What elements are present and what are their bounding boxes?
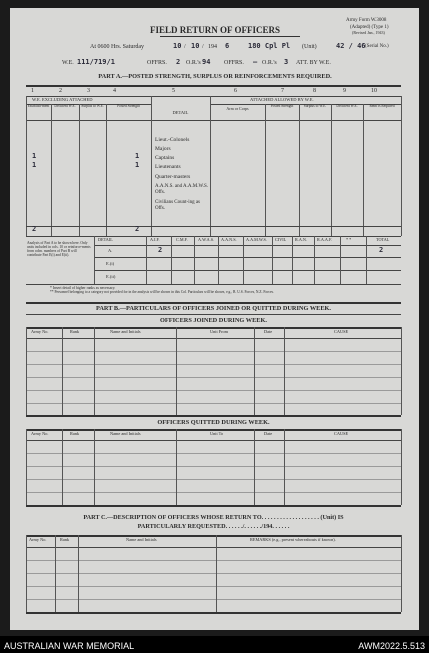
col-number: 7 — [281, 88, 284, 94]
att-label: ATT. BY W.E. — [296, 60, 331, 66]
date-day: 10 — [173, 42, 182, 50]
offrs-label-2: OFFRS. — [224, 60, 244, 66]
col-number: 8 — [313, 88, 316, 94]
we-excluding-label: W.E. EXCLUDING ATTACHED — [32, 97, 93, 102]
form-sheet: FIELD RETURN OF OFFICERS Army Form W.3008 (Adapted) (Type 1) (Revised Jan., 1943) At 0600 Hrs. Saturday 10 / 10 / 194 6 180 Cpl Pl (Unit) 42 / 46 (Serial No.) W.E. 111/719/1 OFFRS. 2 O.R.'s 94 OFFRS. – O.R.'s 3 ATT. BY W.E. PART A.—POSTED STRENGTH, SURPLUS OR REINFORCEMENTS REQUIRED. 1 2 3 4 5 6 7 8 9 10 W.E. EXCLUDING ATTACHED ATTACHED ALLOWED BY W.E. Establish-ment Deficient W.E. Surplus to W.E. Posted Strength DETAIL Arm or Corps Posted Strength Surplus to W.E. Deficient W.E. Reinf'ts Required Lieut.-Colonels Majors Captains Lieutenants Quarter-masters A.A.N.S. and A.A.M.W.S. Offs. Civilians Count-ing as Offs. 1 1 1 1 2 2 Analysis of Part A to be shown here. Only units included in cols. 10 or reinforce-ments from colm. numbers of Part B will contribute Part E(i) and E(ii). DETAIL A.I.F. C.M.F. A.W.A.S. A.A.N.S. A.A.M.W.S. CIVIL R.A.N. R.A.A.F. * * TOTAL A. 2 2 E.(i) E.(ii) * Insert detail of higher ranks as necessary. ** Personnel belonging to a category not provided for in the analysis will be shown in this Col. Particulars will be shown, e.g., B. U.S. Forces, N.Z. Forces. PART B.—PARTICULARS OF OFFICERS JOINED OR QUITTED DURING WEEK. OFFICERS JOINED DURING WEEK. Army No. Rank Name and Initials Unit From Date CAUSE OFFICERS QUITTED DURING WEEK. Army No. Rank Name and Initials Unit To Date CAUSE PART C.—DESCRIPTION OF OFFICERS WHOSE RETURN TO. . . . . . . . . . . . . . . . . . . (Unit) IS PARTICULARLY REQUESTED. . . . . ./. . . . . ./194. . . . . . Army No. Rank Name and Initials REMARKS (e.g., present whereabouts if known). — [10, 8, 419, 630]
footer-accession-number: AWM2022.5.513 — [358, 641, 425, 651]
offrs-value-2: – — [253, 58, 258, 66]
analysis-head: A.I.F. — [150, 237, 160, 242]
analysis-head: TOTAL — [376, 237, 390, 242]
col-number: 1 — [31, 88, 34, 94]
part-a-heading: PART A.—POSTED STRENGTH, SURPLUS OR REINFORCEMENTS REQUIRED. — [98, 73, 332, 80]
rank-label: Civilians Count-ing as Offs. — [155, 200, 200, 211]
col-number: 2 — [59, 88, 62, 94]
quitted-col-head: Rank — [70, 431, 80, 436]
joined-col-head: Name and Initials — [110, 329, 141, 334]
revised-label: (Revised Jan., 1943) — [352, 30, 385, 35]
unit-value: 180 Cpl Pl — [248, 42, 291, 50]
analysis-head: A.A.M.W.S. — [246, 237, 267, 242]
analysis-note: Analysis of Part A to be shown here. Only units included in cols. 10 or reinforce-ments from colm. numbers of Part B will contribute Part E(i) and E(ii). — [27, 241, 91, 258]
analysis-row-label: A. — [108, 248, 113, 253]
analysis-head: C.M.F. — [176, 237, 188, 242]
att-value: 3 — [284, 58, 289, 66]
analysis-total-value: 2 — [379, 246, 384, 254]
col-number: 3 — [87, 88, 90, 94]
part-c-line1: PART C.—DESCRIPTION OF OFFICERS WHOSE RETURN TO. . . . . . . . . . . . . . . . . . . (Unit) IS — [83, 514, 344, 521]
quitted-col-head: Unit To — [210, 431, 224, 436]
joined-col-head: Rank — [70, 329, 80, 334]
joined-col-head: CAUSE — [334, 329, 349, 334]
ors-label-2: O.R.'s — [262, 60, 277, 66]
joined-heading: OFFICERS JOINED DURING WEEK. — [160, 317, 267, 324]
unit-label: (Unit) — [302, 44, 317, 50]
quitted-col-head: Name and Initials — [110, 431, 141, 436]
at-hours-text: At 0600 Hrs. Saturday — [90, 44, 144, 50]
col-head: Posted Strength — [270, 104, 294, 108]
title-underline — [160, 36, 300, 37]
total-col4: 2 — [135, 225, 140, 233]
part-c-line2: PARTICULARLY REQUESTED. . . . . ./. . . . . ./194. . . . . . — [137, 523, 290, 530]
part-b-heading: PART B.—PARTICULARS OF OFFICERS JOINED OR QUITTED DURING WEEK. — [95, 305, 332, 312]
serial-value: 42 / 46 — [336, 42, 366, 50]
col-number: 5 — [172, 88, 175, 94]
offrs-label: OFFRS. — [147, 60, 167, 66]
attached-label: ATTACHED ALLOWED BY W.E. — [250, 97, 314, 102]
col-head: DETAIL — [172, 110, 189, 115]
aif-value: 2 — [158, 246, 163, 254]
col4-lieutenants: 1 — [135, 161, 140, 169]
offrs-value: 2 — [176, 58, 181, 66]
we-value: 111/719/1 — [77, 58, 115, 66]
analysis-head: A.W.A.S. — [198, 237, 215, 242]
date-month: 10 — [191, 42, 200, 50]
year-digit: 6 — [225, 42, 230, 50]
rank-label: Majors — [155, 146, 171, 152]
rank-label: Lieut.-Colonels — [155, 137, 190, 143]
joined-col-head: Date — [264, 329, 273, 334]
analysis-head: CIVIL — [275, 237, 287, 242]
col-number: 6 — [234, 88, 237, 94]
analysis-head: * * — [346, 237, 352, 242]
col1-lieutenants: 1 — [32, 161, 37, 169]
we-label: W.E. — [62, 60, 74, 66]
col-head: Deficient W.E. — [54, 104, 76, 108]
serial-label: (Serial No.) — [365, 44, 389, 49]
analysis-row-label: E.(i) — [106, 261, 115, 266]
quitted-col-head: CAUSE — [334, 431, 349, 436]
analysis-head: A.A.N.S. — [221, 237, 237, 242]
rank-label: A.A.N.S. and A.A.M.W.S. Offs. — [155, 184, 209, 195]
col-number: 10 — [371, 88, 377, 94]
col-number: 9 — [343, 88, 346, 94]
col-head: Posted Strength — [117, 104, 140, 108]
archive-footer — [0, 636, 429, 653]
analysis-head: DETAIL — [98, 237, 113, 242]
form-title: FIELD RETURN OF OFFICERS — [150, 25, 280, 35]
part-c-col-head: Rank — [60, 537, 70, 542]
rank-label: Captains — [155, 155, 175, 161]
year-prefix: 194 — [208, 44, 217, 50]
rank-label: Quarter-masters — [155, 174, 191, 180]
analysis-head: R.A.N. — [295, 237, 307, 242]
col-head: Establish-ment — [27, 104, 50, 108]
analysis-head: R.A.A.F. — [317, 237, 333, 242]
adapted-label: (Adapted) (Type 1) — [350, 25, 389, 30]
rank-label: Lieutenants — [155, 164, 181, 170]
col-head: Arm or Corps — [226, 106, 249, 111]
army-form-number: Army Form W.3008 — [346, 18, 387, 23]
col-head: Surplus to W.E. — [303, 104, 327, 108]
footer-institution: AUSTRALIAN WAR MEMORIAL — [4, 641, 135, 651]
total-col1: 2 — [32, 225, 37, 233]
col-number: 4 — [113, 88, 116, 94]
footnote-2: ** Personnel belonging to a category not provided for in the analysis will be shown in this Col. Particulars will be shown, e.g., B. U.S. Forces, N.Z. Forces. — [50, 290, 274, 294]
col-head: Surplus to W.E. — [81, 104, 104, 108]
footnote-1: * Insert detail of higher ranks as necessary. — [50, 286, 116, 290]
col-head: Deficient W.E. — [336, 104, 358, 108]
joined-col-head: Unit From — [210, 329, 229, 334]
quitted-heading: OFFICERS QUITTED DURING WEEK. — [157, 419, 270, 426]
part-c-col-head: Name and Initials — [126, 537, 157, 542]
col1-captains: 1 — [32, 152, 37, 160]
quitted-col-head: Date — [264, 431, 273, 436]
quitted-col-head: Army No. — [31, 431, 49, 436]
ors-label: O.R.'s — [186, 60, 201, 66]
ors-value: 94 — [202, 58, 211, 66]
analysis-row-label: E.(ii) — [106, 274, 116, 279]
col4-captains: 1 — [135, 152, 140, 160]
part-c-col-head: REMARKS (e.g., present whereabouts if known). — [250, 537, 336, 542]
col-head: Reinf'ts Required — [369, 104, 395, 108]
joined-col-head: Army No. — [31, 329, 49, 334]
part-c-col-head: Army No. — [29, 537, 47, 542]
